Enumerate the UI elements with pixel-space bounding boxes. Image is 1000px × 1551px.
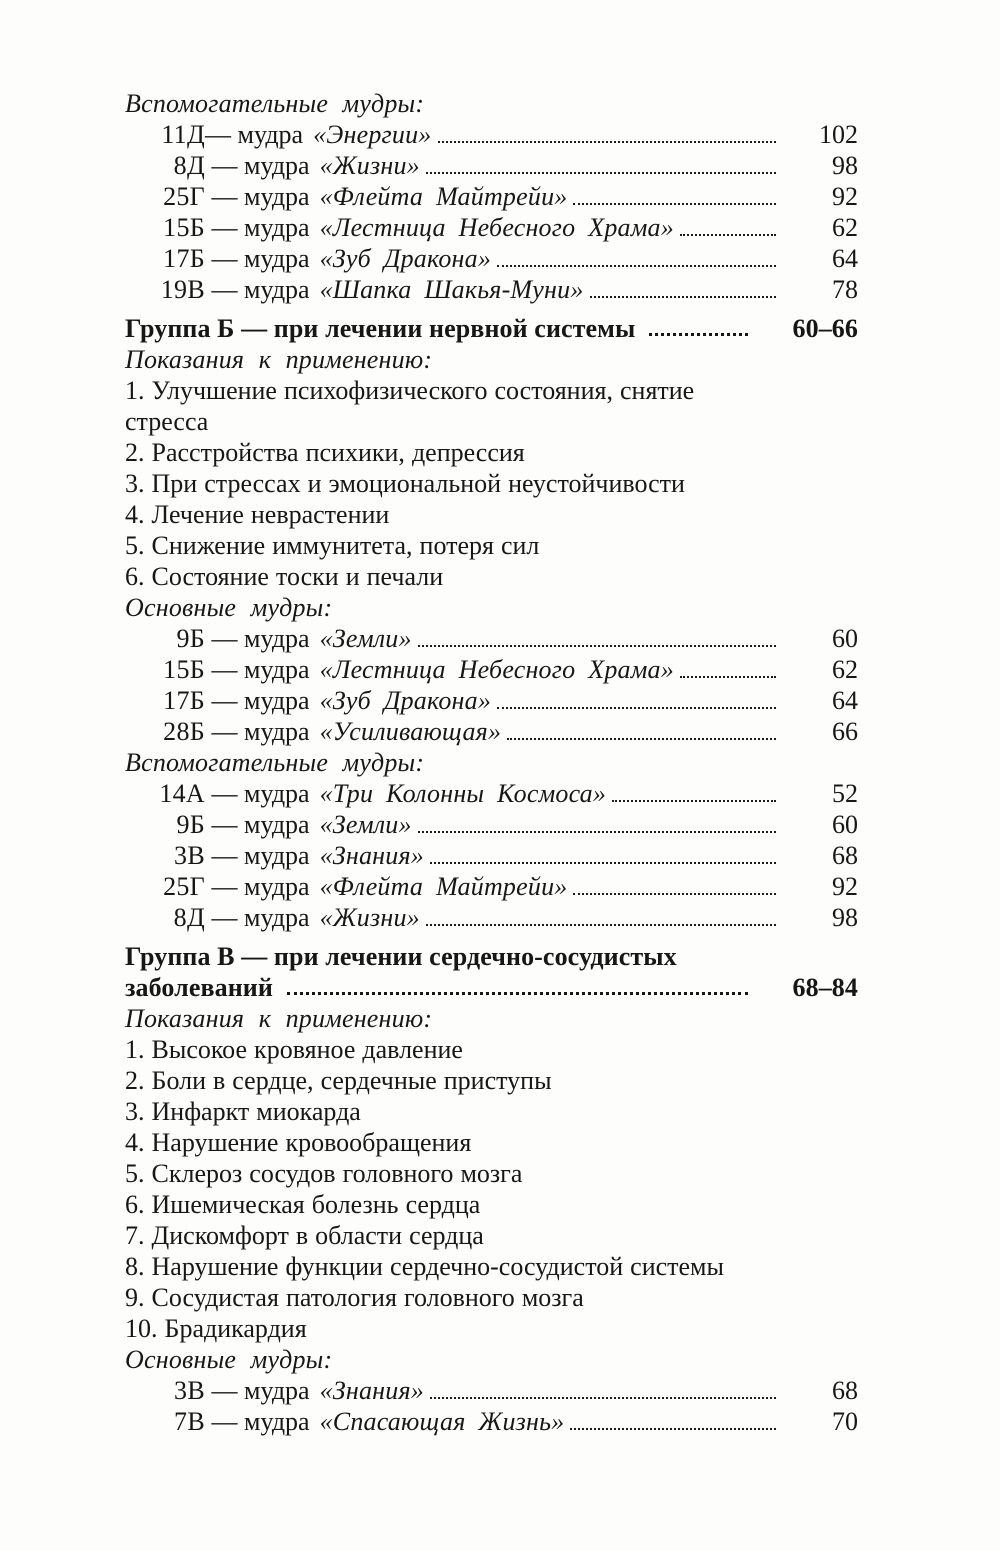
entry-dash-separator: — bbox=[205, 1407, 244, 1436]
group-page-range: 60–66 bbox=[792, 314, 858, 343]
indication-item: стресса bbox=[125, 407, 209, 436]
entry-word: мудра bbox=[244, 213, 310, 242]
entry-page-number: 98 bbox=[832, 151, 858, 180]
entry-code: 11Д bbox=[161, 120, 205, 149]
toc-entry-row bbox=[125, 809, 858, 840]
entry-dash-separator: — bbox=[205, 275, 244, 304]
entry-code: 7В bbox=[174, 1407, 205, 1436]
entry-word: мудра bbox=[244, 655, 310, 684]
entry-code: 9Б bbox=[176, 810, 205, 839]
group-heading-row bbox=[125, 972, 858, 1003]
dot-leader bbox=[418, 645, 776, 647]
dot-leader bbox=[573, 893, 776, 895]
dot-leader bbox=[497, 707, 776, 709]
indication-item: 10. Брадикардия bbox=[125, 1314, 307, 1343]
entry-page-number: 60 bbox=[832, 810, 858, 839]
entry-word: мудра bbox=[244, 717, 310, 746]
toc-entry-row bbox=[125, 623, 858, 654]
entry-code: 17Б bbox=[163, 244, 205, 273]
entry-page-number: 92 bbox=[832, 182, 858, 211]
dot-leader bbox=[430, 1397, 776, 1399]
entry-dash-separator: — bbox=[205, 244, 244, 273]
entry-dash-separator: — bbox=[205, 903, 244, 932]
section-subheading: Основные мудры: bbox=[125, 1345, 333, 1374]
entry-page-number: 70 bbox=[832, 1407, 858, 1436]
indication-item: 7. Дискомфорт в области сердца bbox=[125, 1221, 484, 1250]
entry-dash-separator: — bbox=[205, 655, 244, 684]
indication-item: 8. Нарушение функции сердечно-сосудистой системы bbox=[125, 1252, 724, 1281]
dot-leader bbox=[612, 800, 776, 802]
indication-item: 6. Состояние тоски и печали bbox=[125, 562, 444, 591]
entry-word: мудра bbox=[244, 182, 310, 211]
toc-entry-row bbox=[125, 150, 858, 181]
toc-entry-row bbox=[125, 181, 858, 212]
section-subheading: Основные мудры: bbox=[125, 593, 333, 622]
entry-page-number: 62 bbox=[832, 213, 858, 242]
entry-mudra-title: «Шапка Шакья-Муни» bbox=[319, 275, 584, 304]
entry-dash-separator: — bbox=[205, 810, 244, 839]
section-subheading: Показания к применению: bbox=[125, 1004, 433, 1033]
indication-item: 1. Высокое кровяное давление bbox=[125, 1035, 463, 1064]
dot-leader bbox=[497, 265, 776, 267]
entry-word: мудра bbox=[237, 120, 304, 149]
entry-dash-separator: — bbox=[205, 151, 244, 180]
dot-leader bbox=[680, 234, 776, 236]
dot-leader bbox=[570, 1428, 776, 1430]
entry-mudra-title: «Жизни» bbox=[319, 151, 420, 180]
dot-leader bbox=[507, 738, 776, 740]
entry-mudra-title: «Знания» bbox=[319, 1376, 424, 1405]
dot-leader bbox=[649, 333, 748, 336]
entry-code: 17Б bbox=[163, 686, 205, 715]
dot-leader bbox=[430, 862, 776, 864]
entry-mudra-title: «Флейта Майтрейи» bbox=[319, 182, 568, 211]
entry-dash-separator: — bbox=[205, 686, 244, 715]
dot-leader bbox=[418, 831, 776, 833]
dot-leader bbox=[426, 924, 776, 926]
indication-item: 1. Улучшение психофизического состояния, снятие bbox=[125, 376, 695, 405]
indication-item: 2. Боли в сердце, сердечные приступы bbox=[125, 1066, 552, 1095]
entry-dash-separator: — bbox=[205, 1376, 244, 1405]
toc-entry-row bbox=[125, 902, 858, 933]
entry-code: 3В bbox=[174, 841, 205, 870]
group-heading-row bbox=[125, 313, 858, 344]
toc-entry-row bbox=[125, 685, 858, 716]
entry-word: мудра bbox=[244, 151, 310, 180]
entry-code: 15Б bbox=[163, 655, 205, 684]
entry-code: 8Д bbox=[173, 903, 205, 932]
entry-dash-separator: — bbox=[205, 182, 244, 211]
entry-code: 9Б bbox=[176, 624, 205, 653]
indication-item: 2. Расстройства психики, депрессия bbox=[125, 438, 525, 467]
entry-word: мудра bbox=[244, 872, 310, 901]
entry-mudra-title: «Лестница Небесного Храма» bbox=[319, 655, 674, 684]
entry-code: 25Г bbox=[163, 872, 205, 901]
entry-mudra-title: «Зуб Дракона» bbox=[319, 686, 492, 715]
entry-page-number: 68 bbox=[832, 841, 858, 870]
section-subheading: Вспомогательные мудры: bbox=[125, 748, 425, 777]
toc-entry-row bbox=[125, 654, 858, 685]
entry-page-number: 62 bbox=[832, 655, 858, 684]
entry-word: мудра bbox=[244, 244, 310, 273]
entry-mudra-title: «Усиливающая» bbox=[319, 717, 502, 746]
dot-leader bbox=[680, 676, 776, 678]
entry-mudra-title: «Знания» bbox=[319, 841, 424, 870]
indication-item: 5. Снижение иммунитета, потеря сил bbox=[125, 531, 540, 560]
toc-entry-row bbox=[125, 778, 858, 809]
entry-code: 28Б bbox=[163, 717, 205, 746]
indication-item: 3. Инфаркт миокарда bbox=[125, 1097, 361, 1126]
entry-mudra-title: «Флейта Майтрейи» bbox=[319, 872, 568, 901]
toc-entry-row bbox=[125, 119, 858, 150]
dot-leader bbox=[590, 296, 776, 298]
entry-dash-separator: — bbox=[205, 213, 244, 242]
toc-entry-row bbox=[125, 1375, 858, 1406]
entry-dash-separator: — bbox=[205, 841, 244, 870]
entry-word: мудра bbox=[244, 1407, 310, 1436]
toc-entry-row bbox=[125, 243, 858, 274]
entry-code: 19В bbox=[160, 275, 205, 304]
entry-page-number: 64 bbox=[832, 244, 858, 273]
dot-leader bbox=[438, 141, 776, 143]
entry-page-number: 64 bbox=[832, 686, 858, 715]
entry-word: мудра bbox=[244, 686, 310, 715]
indication-item: 9. Сосудистая патология головного мозга bbox=[125, 1283, 584, 1312]
entry-page-number: 60 bbox=[832, 624, 858, 653]
indication-item: 3. При стрессах и эмоциональной неустойчивости bbox=[125, 469, 685, 498]
entry-mudra-title: «Земли» bbox=[319, 624, 412, 653]
entry-page-number: 66 bbox=[832, 717, 858, 746]
entry-page-number: 78 bbox=[832, 275, 858, 304]
entry-mudra-title: «Энергии» bbox=[313, 120, 432, 149]
entry-dash-separator: — bbox=[205, 779, 244, 808]
toc-entry-row bbox=[125, 1406, 858, 1437]
indication-item: 5. Склероз сосудов головного мозга bbox=[125, 1159, 523, 1188]
entry-code: 3В bbox=[174, 1376, 205, 1405]
entry-word: мудра bbox=[244, 1376, 310, 1405]
entry-page-number: 68 bbox=[832, 1376, 858, 1405]
entry-code: 14А bbox=[159, 779, 205, 808]
entry-code: 15Б bbox=[163, 213, 205, 242]
entry-word: мудра bbox=[244, 841, 310, 870]
entry-mudra-title: «Земли» bbox=[319, 810, 412, 839]
entry-code: 25Г bbox=[163, 182, 205, 211]
toc-entry-row bbox=[125, 274, 858, 305]
entry-word: мудра bbox=[244, 275, 310, 304]
entry-page-number: 98 bbox=[832, 903, 858, 932]
indication-item: 4. Нарушение кровообращения bbox=[125, 1128, 472, 1157]
entry-word: мудра bbox=[244, 810, 310, 839]
entry-dash-separator: — bbox=[205, 120, 238, 149]
section-subheading: Вспомогательные мудры: bbox=[125, 89, 425, 118]
entry-page-number: 52 bbox=[832, 779, 858, 808]
group-heading-row bbox=[125, 941, 858, 972]
group-heading-text: заболеваний bbox=[125, 973, 273, 1002]
entry-dash-separator: — bbox=[205, 872, 244, 901]
toc-entry-row bbox=[125, 840, 858, 871]
group-page-range: 68–84 bbox=[792, 973, 858, 1002]
dot-leader bbox=[573, 203, 776, 205]
dot-leader bbox=[426, 172, 776, 174]
toc-entry-row bbox=[125, 212, 858, 243]
entry-mudra-title: «Жизни» bbox=[319, 903, 420, 932]
section-subheading: Показания к применению: bbox=[125, 345, 433, 374]
indication-item: 6. Ишемическая болезнь сердца bbox=[125, 1190, 481, 1219]
entry-mudra-title: «Спасающая Жизнь» bbox=[319, 1407, 565, 1436]
entry-word: мудра bbox=[244, 779, 310, 808]
entry-dash-separator: — bbox=[205, 717, 244, 746]
entry-mudra-title: «Лестница Небесного Храма» bbox=[319, 213, 674, 242]
toc-entry-row bbox=[125, 871, 858, 902]
group-heading-text: Группа В — при лечении сердечно-сосудистых bbox=[125, 942, 677, 971]
entry-dash-separator: — bbox=[205, 624, 244, 653]
entry-mudra-title: «Три Колонны Космоса» bbox=[319, 779, 607, 808]
indication-item: 4. Лечение неврастении bbox=[125, 500, 390, 529]
entry-page-number: 102 bbox=[819, 120, 858, 149]
group-heading-text: Группа Б — при лечении нервной системы bbox=[125, 314, 636, 343]
entry-page-number: 92 bbox=[832, 872, 858, 901]
entry-mudra-title: «Зуб Дракона» bbox=[319, 244, 492, 273]
entry-word: мудра bbox=[244, 624, 310, 653]
dot-leader bbox=[287, 992, 748, 995]
toc-entry-row bbox=[125, 716, 858, 747]
entry-word: мудра bbox=[244, 903, 310, 932]
entry-code: 8Д bbox=[173, 151, 205, 180]
